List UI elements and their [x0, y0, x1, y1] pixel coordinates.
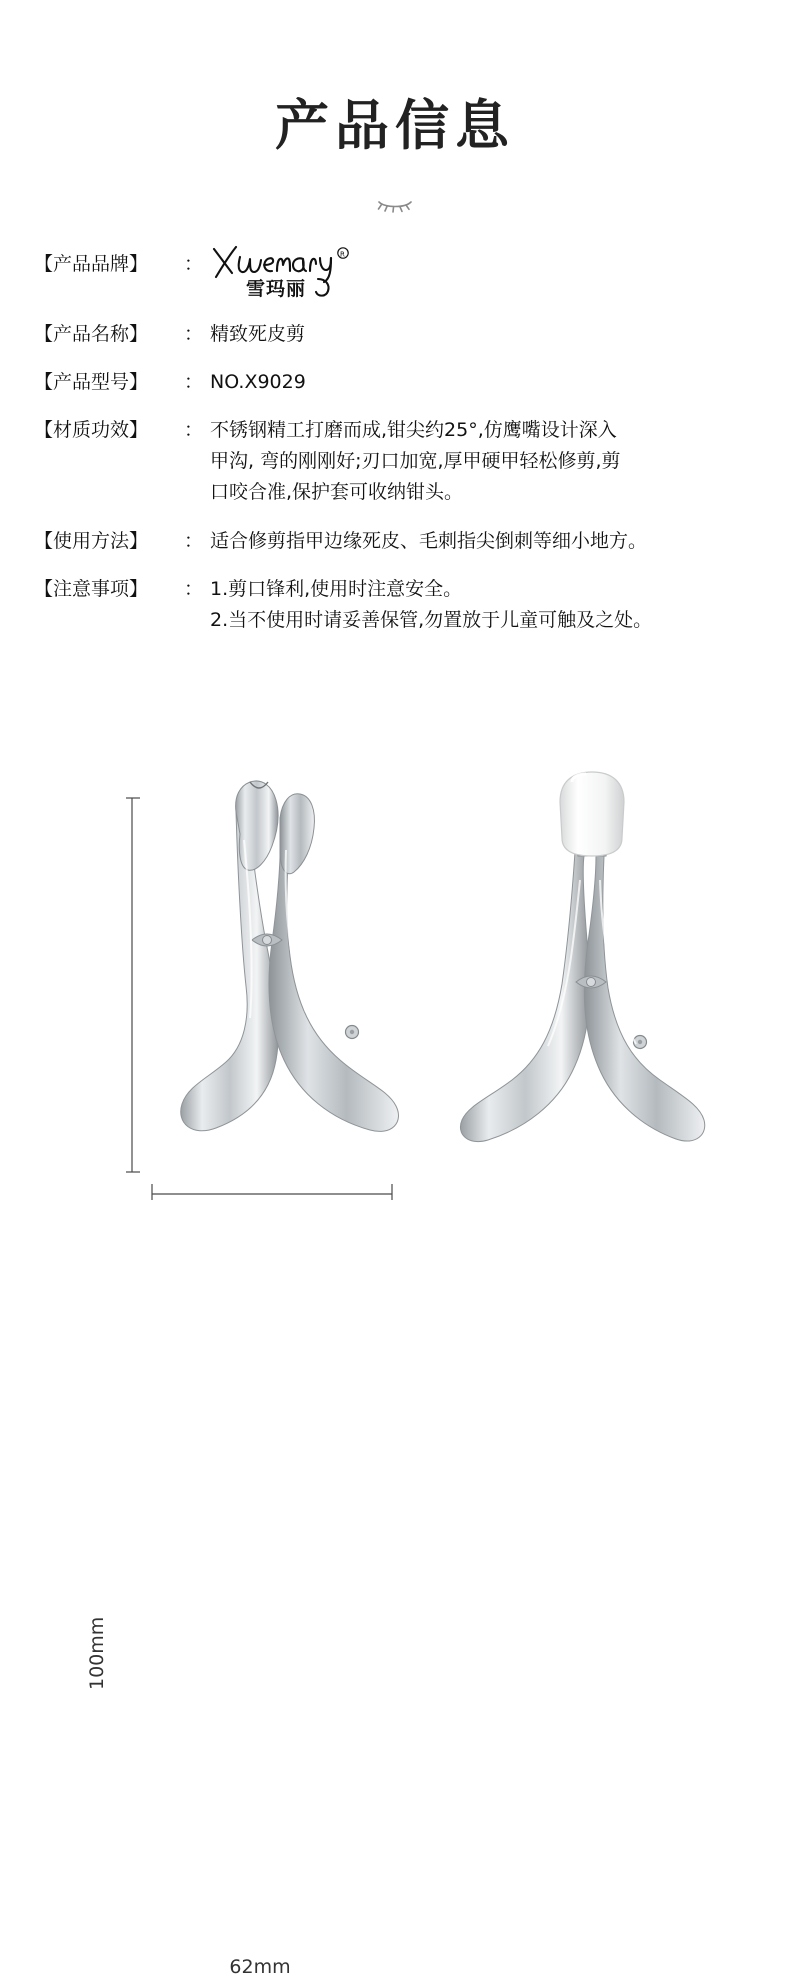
spec-label-model: 【产品型号】 — [34, 371, 149, 394]
spec-text: 甲沟, 弯的刚刚好;刃口加宽,厚甲硬甲轻松修剪,剪 — [210, 450, 621, 473]
spec-colon-model: ： — [184, 371, 204, 394]
spec-colon-notes: ： — [184, 578, 204, 601]
spec-text: 精致死皮剪 — [210, 323, 306, 346]
page-title: 产品信息 — [275, 94, 515, 157]
spec-value-usage — [210, 526, 752, 556]
spec-text: 口咬合准,保护套可收纳钳头。 — [210, 481, 464, 504]
spec-value-brand — [210, 249, 752, 301]
spec-colon-material: ： — [184, 419, 204, 442]
spec-label-brand: 【产品品牌】 — [34, 253, 149, 276]
eyelash-ornament-icon — [0, 189, 790, 215]
spec-text: NO.X9029 — [210, 371, 306, 394]
spec-label-material: 【材质功效】 — [34, 419, 149, 442]
spec-row-model — [34, 367, 752, 397]
spec-text: 1.剪口锋利,使用时注意安全。 — [210, 578, 463, 601]
spec-colon-name: ： — [184, 323, 204, 346]
spec-row-material — [34, 415, 752, 508]
cuticle-nipper-open — [181, 781, 399, 1131]
spec-list — [0, 249, 790, 636]
title-block — [0, 0, 790, 215]
product-photo-area — [0, 760, 790, 1978]
spec-row-usage — [34, 526, 752, 556]
spec-row-name — [34, 319, 752, 349]
spec-colon-brand: ： — [184, 253, 204, 276]
spec-text: 适合修剪指甲边缘死皮、毛刺指尖倒刺等细小地方。 — [210, 530, 648, 553]
spec-label-notes: 【注意事项】 — [34, 578, 149, 601]
svg-text:雪玛丽: 雪玛丽 — [246, 278, 307, 301]
spec-colon-usage: ： — [184, 530, 204, 553]
dimension-width-label: 62mm — [229, 1956, 291, 1978]
svg-text:R: R — [340, 250, 345, 259]
spec-text: 不锈钢精工打磨而成,钳尖约25°,仿鹰嘴设计深入 — [210, 419, 617, 442]
spec-value-notes — [210, 574, 752, 636]
spec-value-name — [210, 319, 752, 349]
spec-row-brand — [34, 249, 752, 301]
dimension-height-label: 100mm — [86, 1616, 108, 1690]
spec-row-notes — [34, 574, 752, 636]
cuticle-nipper-with-cap — [460, 772, 704, 1142]
spec-label-usage: 【使用方法】 — [34, 530, 149, 553]
brand-logo — [210, 239, 380, 301]
spec-text: 2.当不使用时请妥善保管,勿置放于儿童可触及之处。 — [210, 609, 653, 632]
spec-value-model — [210, 367, 752, 397]
spec-label-name: 【产品名称】 — [34, 323, 149, 346]
spec-value-material — [210, 415, 752, 508]
